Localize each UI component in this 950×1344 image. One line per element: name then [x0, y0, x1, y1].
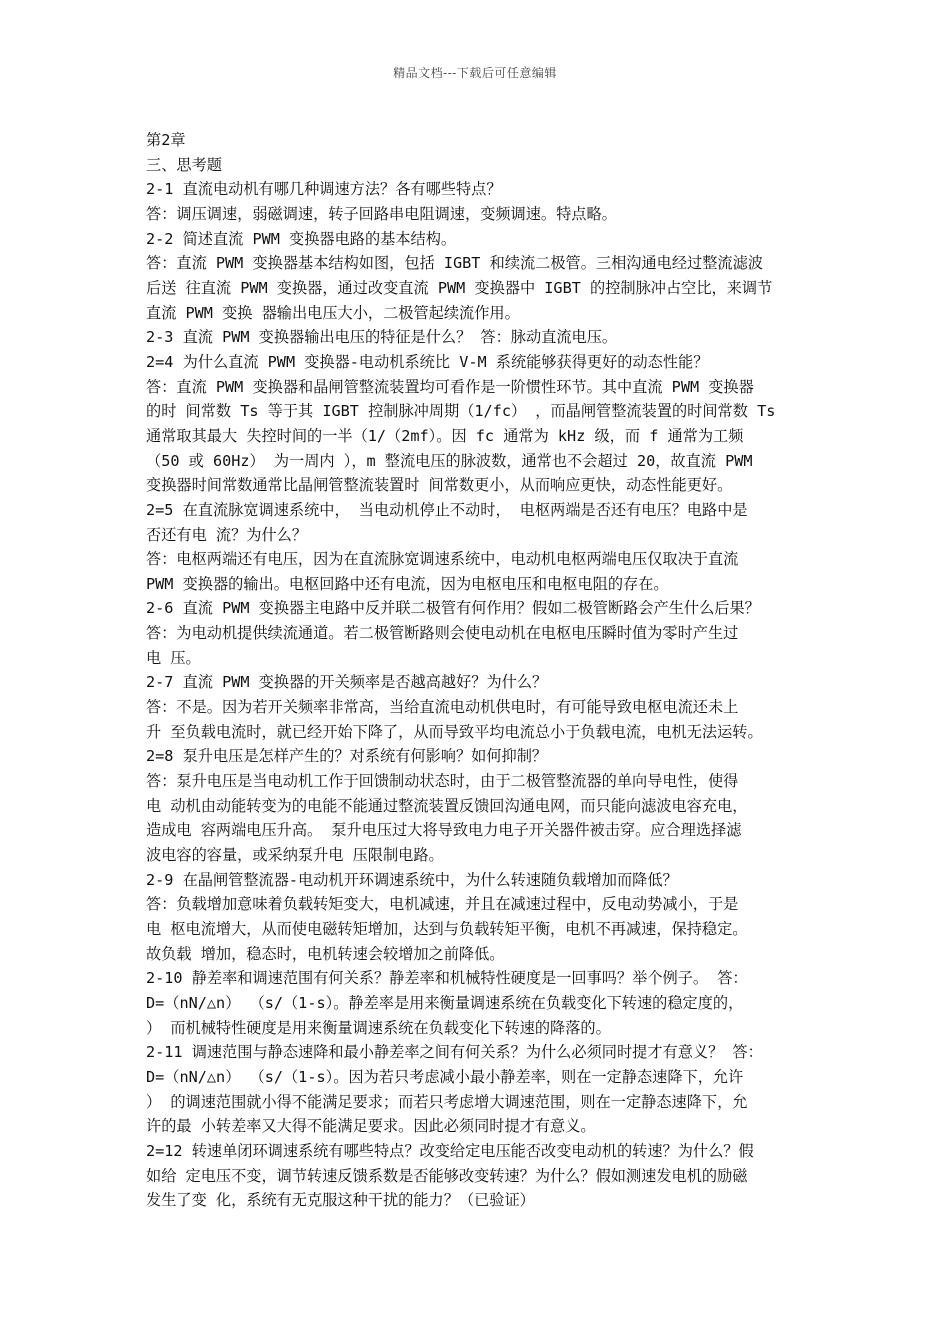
text-line: 2=4 为什么直流 PWM 变换器-电动机系统比 V-M 系统能够获得更好的动态性能？: [146, 352, 709, 371]
text-line: 2-2 简述直流 PWM 变换器电路的基本结构。: [146, 229, 457, 248]
text-line: 答：调压调速，弱磁调速，转子回路串电阻调速，变频调速。特点略。: [146, 204, 617, 223]
text-line: 答：负载增加意味着负载转矩变大，电机减速，并且在减速过程中，反电动势减小，于是: [146, 895, 739, 914]
text-line: 2-9 在晶闸管整流器-电动机开环调速系统中，为什么转速随负载增加而降低？: [146, 870, 678, 889]
text-line: 波电容的容量，或采纳泵升电 压限制电路。: [146, 846, 444, 865]
text-line: 变换器时间常数通常比晶闸管整流装置时 间常数更小，从而响应更快，动态性能更好。: [146, 476, 733, 495]
chapter-title: 第2章: [146, 131, 186, 149]
text-line: D=（nN/△n） （s/（1-s）。因为若只考虑减小最小静差率，则在一定静态速降下，允许: [146, 1067, 744, 1086]
text-line: 2-10 静差率和调速范围有何关系？静差率和机械特性硬度是一回事吗？举个例子。 答：: [146, 969, 748, 988]
text-line: 发生了变 化，系统有无克服这种干扰的能力？（已验证）: [146, 1191, 535, 1210]
text-line: 许的最 小转差率又大得不能满足要求。因此必须同时提才有意义。: [146, 1117, 596, 1136]
page-header: 精品文档---下载后可任意编辑: [393, 66, 557, 80]
text-line: 答：为电动机提供续流通道。若二极管断路则会使电动机在电枢电压瞬时值为零时产生过: [146, 624, 739, 643]
text-line: 2-1 直流电动机有哪几种调速方法？各有哪些特点？: [146, 180, 502, 199]
text-line: 2=5 在直流脉宽调速系统中， 当电动机停止不动时， 电枢两端是否还有电压？电路中是: [146, 500, 748, 519]
text-line: 答：电枢两端还有电压，因为在直流脉宽调速系统中，电动机电枢两端电压仅取决于直流: [146, 550, 739, 569]
document-body: [146, 128, 818, 1213]
text-line: 答：直流 PWM 变换器基本结构如图，包括 IGBT 和续流二极管。三相沟通电经过整流滤波: [146, 254, 763, 273]
text-line: 答：直流 PWM 变换器和晶闸管整流装置均可看作是一阶惯性环节。其中直流 PWM 变换器: [146, 377, 754, 396]
text-line: 直流 PWM 变换 器输出电压大小，二极管起续流作用。: [146, 303, 520, 322]
text-line: ） 的调速范围就小得不能满足要求；而若只考虑增大调速范围，则在一定静态速降下，允: [146, 1092, 748, 1111]
text-line: 答：泵升电压是当电动机工作于回馈制动状态时，由于二极管整流器的单向导电性，使得: [146, 772, 739, 791]
text-line: 电 枢电流增大，从而使电磁转矩增加，达到与负载转矩平衡，电机不再减速，保持稳定。: [146, 920, 748, 938]
text-line: PWM 变换器的输出。电枢回路中还有电流，因为电枢电压和电枢电阻的存在。: [146, 574, 669, 593]
text-line: 的时 间常数 Ts 等于其 IGBT 控制脉冲周期（1/fc） ，而晶闸管整流装置的时间常数 Ts: [146, 402, 776, 421]
text-line: 2=8 泵升电压是怎样产生的？对系统有何影响？如何抑制？: [146, 747, 548, 766]
text-line: 2-11 调速范围与静态速降和最小静差率之间有何关系？为什么必须同时提才有意义？ 答：: [146, 1043, 763, 1062]
text-line: 后送 往直流 PWM 变换器，通过改变直流 PWM 变换器中 IGBT 的控制脉冲占空比，来调节: [146, 278, 773, 297]
text-line: 升 至负载电流时，就已经开始下降了，从而导致平均电流总小于负载电流，电机无法运转。: [146, 722, 763, 741]
text-line: D=（nN/△n） （s/（1-s）。静差率是用来衡量调速系统在负载变化下转速的稳定度的，: [146, 993, 744, 1012]
text-line: 2=12 转速单闭环调速系统有哪些特点？改变给定电压能否改变电动机的转速？为什么？假: [146, 1141, 754, 1160]
text-line: 2-7 直流 PWM 变换器的开关频率是否越高越好？为什么？: [146, 673, 548, 692]
text-line: 如给 定电压不变，调节转速反馈系数是否能够改变转速？为什么？假如测速发电机的励磁: [146, 1166, 748, 1185]
text-line: ） 而机械特性硬度是用来衡量调速系统在负载变化下转速的降落的。: [146, 1018, 611, 1037]
text-line: 电 压。: [146, 648, 201, 667]
text-line: 造成电 容两端电压升高。 泵升电压过大将导致电力电子开关器件被击穿。应合理选择滤: [146, 821, 742, 840]
text-line: 故负载 增加，稳态时，电机转速会较增加之前降低。: [146, 944, 505, 963]
text-line: 通常取其最大 失控时间的一半（1/（2mf）。因 fc 通常为 kHz 级，而 f 通常为工频: [146, 426, 744, 445]
text-line: 三、思考题: [146, 155, 222, 174]
text-line: 答：不是。因为若开关频率非常高，当给直流电动机供电时，有可能导致电枢电流还未上: [146, 698, 739, 717]
text-line: 2-6 直流 PWM 变换器主电路中反并联二极管有何作用？假如二极管断路会产生什么后果？: [146, 599, 760, 618]
text-line: 2-3 直流 PWM 变换器输出电压的特征是什么？ 答：脉动直流电压。: [146, 328, 618, 347]
text-line: 否还有电 流？为什么？: [146, 525, 308, 544]
text-line: 电 动机由动能转变为的电能不能通过整流装置反馈回沟通电网，而只能向滤波电容充电，: [146, 796, 748, 815]
text-line: （50 或 60Hz） 为一周内 ），m 整流电压的脉波数，通常也不会超过 20，故直流 PWM: [146, 451, 753, 470]
